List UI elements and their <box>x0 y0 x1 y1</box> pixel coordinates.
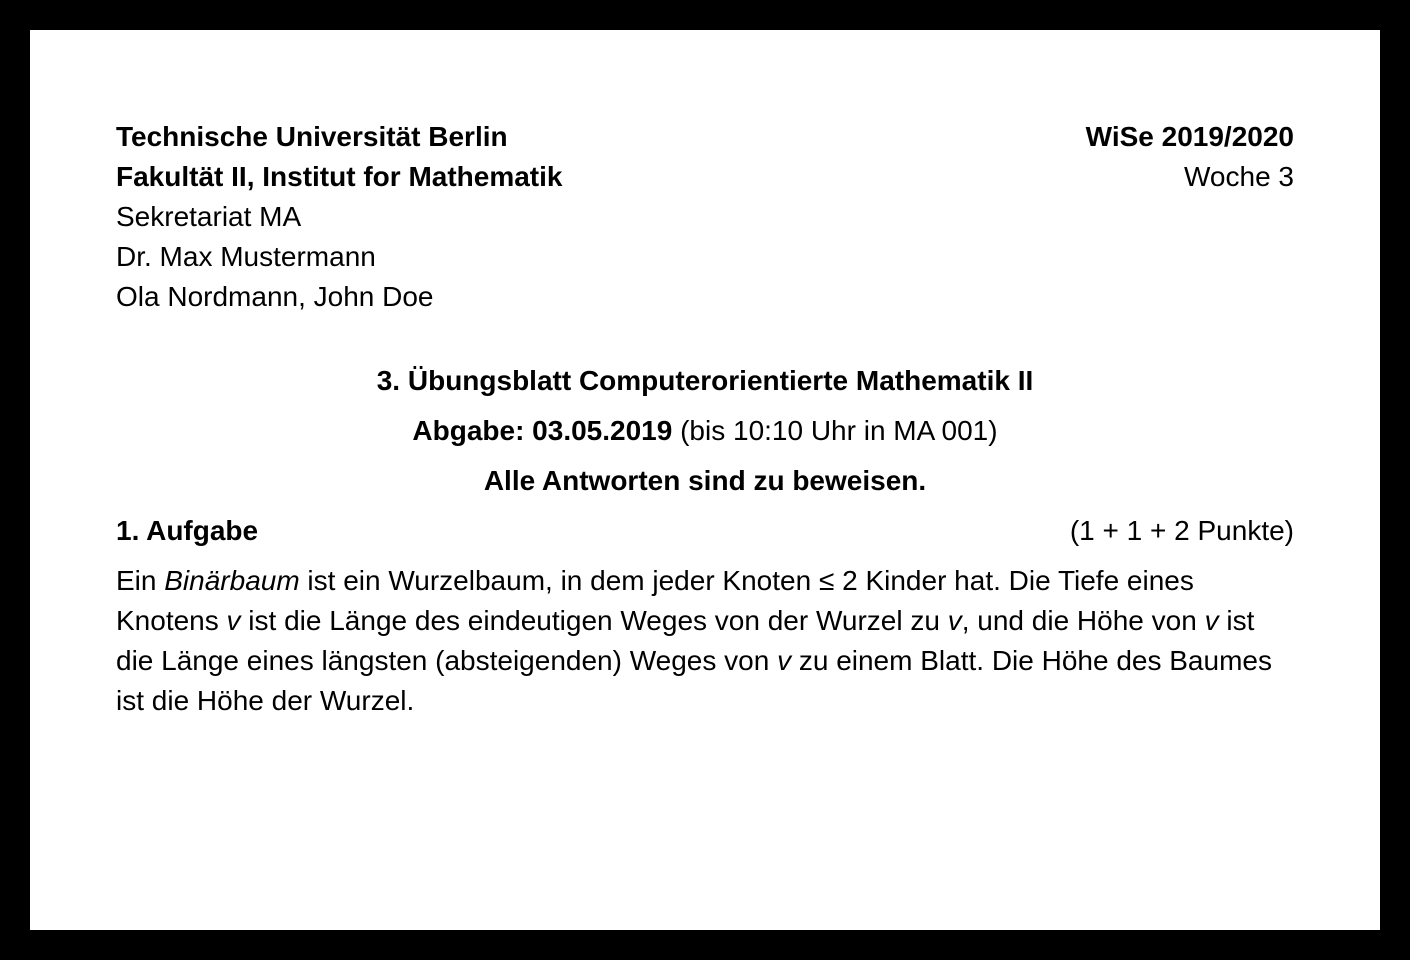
task-text-part: ist die Länge eines längsten (absteigenden) Weges von <box>116 605 1255 676</box>
task-1-text <box>116 561 1294 721</box>
sheet-title: 3. Übungsblatt Computerorientierte Mathematik II <box>376 365 1034 396</box>
office-name: Sekretariat MA <box>116 201 302 232</box>
task-1-heading: 1. Aufgabe <box>116 515 259 546</box>
assistant-names: Ola Nordmann, John Doe <box>116 281 434 312</box>
sheet-title-block <box>116 361 1294 511</box>
task-variable: v <box>1204 605 1219 636</box>
task-variable: v <box>226 605 241 636</box>
header-right <box>1086 117 1294 197</box>
week-label: Woche 3 <box>1184 161 1294 192</box>
faculty-name: Fakultät II, Institut for Mathematik <box>116 161 563 192</box>
semester-label: WiSe 2019/2020 <box>1085 121 1294 152</box>
task-term-binary-tree: Binärbaum <box>164 565 300 596</box>
document-page <box>30 30 1380 930</box>
task-text-part: ist ein Wurzelbaum, in dem jeder Knoten ≤ 2 Kinder hat. Die Tiefe eines Knotens <box>116 565 1194 636</box>
task-text-part: ist die Länge des eindeutigen Weges von der Wurzel zu <box>240 605 948 636</box>
sheet-instruction: Alle Antworten sind zu beweisen. <box>483 465 927 496</box>
due-date-label: Abgabe: 03.05.2019 <box>412 415 673 446</box>
task-1-header <box>116 511 1294 561</box>
document-header <box>116 117 1294 317</box>
university-name: Technische Universität Berlin <box>116 121 508 152</box>
due-date-details: (bis 10:10 Uhr in MA 001) <box>680 415 998 446</box>
header-left <box>116 117 562 317</box>
lecturer-name: Dr. Max Mustermann <box>116 241 376 272</box>
task-text-part: Ein <box>116 565 165 596</box>
task-text-part: , und die Höhe von <box>961 605 1205 636</box>
task-variable: v <box>777 645 792 676</box>
task-text-part: zu einem Blatt. Die Höhe des Baumes ist die Höhe der Wurzel. <box>116 645 1272 716</box>
due-date-line <box>116 411 1294 461</box>
task-variable: v <box>947 605 962 636</box>
document-content <box>116 117 1294 721</box>
task-1-points: (1 + 1 + 2 Punkte) <box>1069 515 1294 546</box>
